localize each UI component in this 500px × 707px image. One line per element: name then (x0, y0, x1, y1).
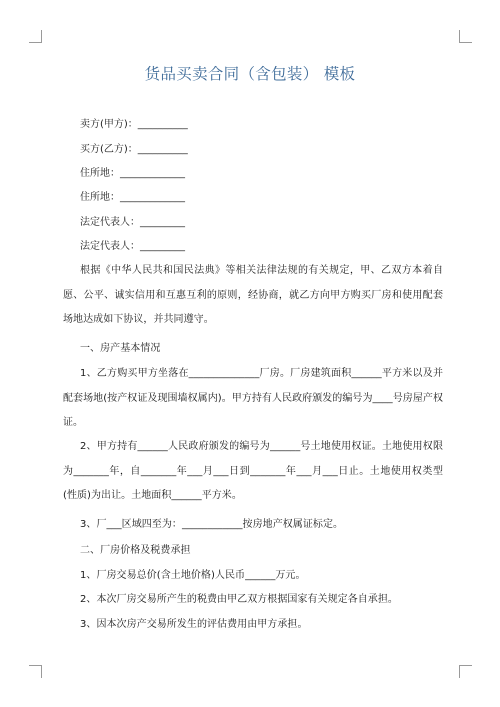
section-heading-2: 二、厂房价格及税费承担 (80, 545, 191, 556)
clause-1-3: 3、厂___区域四至为：____________按房地产权属证标定。 (80, 519, 344, 530)
clause-2-2: 2、本次厂房交易所产生的税费由甲乙双方根据国家有关规定各自承担。 (80, 594, 398, 605)
field-buyer: 买方(乙方)：__________ (80, 144, 188, 155)
field-address-2: 住所地：_____________ (80, 192, 185, 203)
corner-mark-bottom-right (459, 665, 472, 678)
field-seller: 卖方(甲方)：__________ (80, 119, 188, 130)
field-address-1: 住所地：_____________ (80, 168, 185, 179)
clause-1-1: 1、乙方购买甲方坐落在______________厂房。厂房建筑面积______平方米以及并配套场地(按产权证及现围墙权属内)。甲方持有人民政府颁发的编号为____号房屋产权证。 (63, 368, 443, 428)
clause-2-1: 1、厂房交易总价(含土地价格)人民币______万元。 (80, 570, 306, 581)
field-legal-rep-1: 法定代表人：_________ (80, 217, 185, 228)
section-heading-1: 一、房产基本情况 (80, 343, 161, 354)
corner-mark-top-left (29, 30, 42, 43)
field-legal-rep-2: 法定代表人：_________ (80, 241, 185, 252)
clause-1-2: 2、甲方持有______人民政府颁发的编号为______号土地使用权证。土地使用权限为_______年，自_______年___月___日到_______年___月___日止。土地使用权类型(性质)为出让。土地面积______平方米。 (63, 441, 443, 501)
intro-paragraph: 根据《中华人民共和国民法典》等相关法律法规的有关规定，甲、乙双方本着自愿、公平、诚实信用和互惠互利的原则，经协商，就乙方向甲方购买厂房和使用配套场地达成如下协议，并共同遵守。 (63, 265, 443, 325)
document-title: 货品买卖合同（含包装） 模板 (144, 65, 356, 83)
corner-mark-bottom-left (29, 665, 42, 678)
clause-2-3: 3、因本次房产交易所发生的评估费用由甲方承担。 (80, 619, 308, 630)
corner-mark-top-right (459, 30, 472, 43)
